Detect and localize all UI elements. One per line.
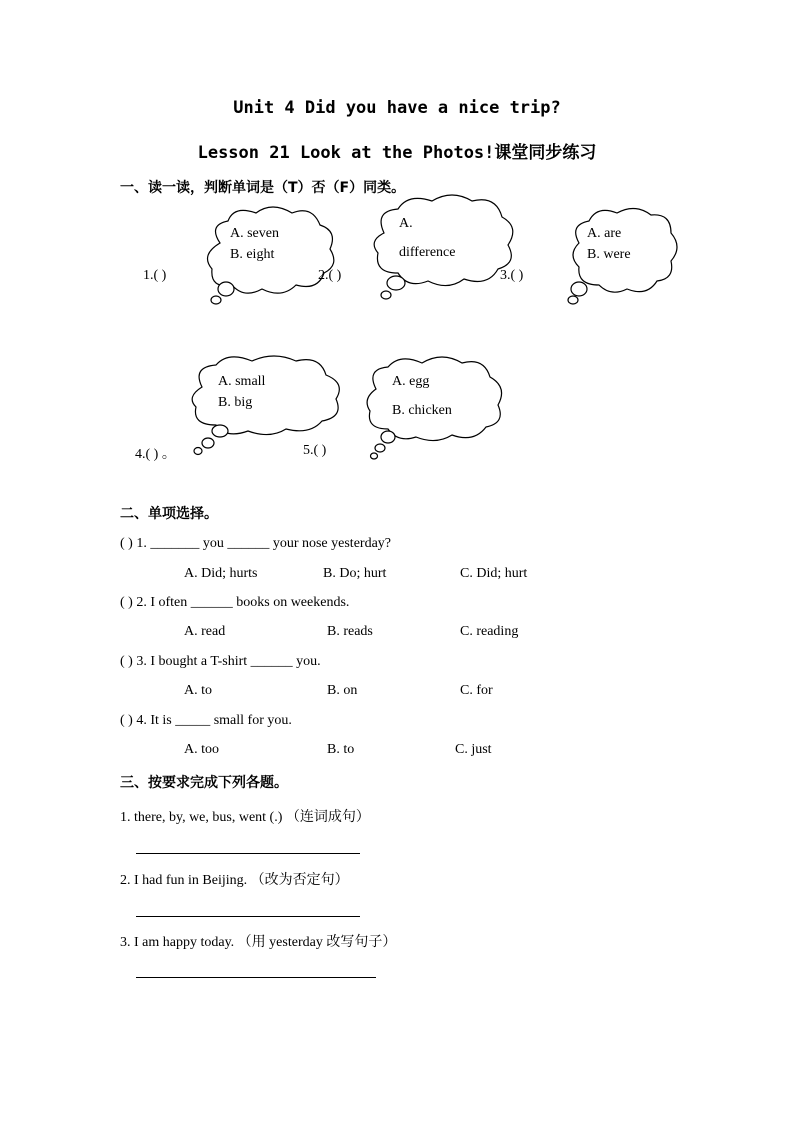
mc2-option-b[interactable]: B. reads xyxy=(327,624,373,639)
mc-question-2[interactable]: ( ) 2. I often ______ books on weekends. xyxy=(120,595,350,610)
mc3-option-a[interactable]: A. to xyxy=(184,683,212,698)
mc4-option-a[interactable]: A. too xyxy=(184,742,219,757)
task-1-prompt: 1. there, by, we, bus, went (.) （连词成句） xyxy=(120,810,370,825)
item1-option-b: B. eight xyxy=(230,247,275,262)
mc3-option-b[interactable]: B. on xyxy=(327,683,358,698)
mc-question-1[interactable]: ( ) 1. _______ you ______ your nose yesterday? xyxy=(120,536,392,551)
section2-heading: 二、单项选择。 xyxy=(120,506,218,522)
mc4-option-c[interactable]: C. just xyxy=(455,742,492,757)
cloud-4-icon xyxy=(186,355,346,455)
item5-answer-blank[interactable]: 5.( ) xyxy=(303,443,327,458)
mc2-option-a[interactable]: A. read xyxy=(184,624,226,639)
page-subtitle: Lesson 21 Look at the Photos!课堂同步练习 xyxy=(197,143,597,163)
item2-option-b: difference xyxy=(399,245,456,260)
section1-heading: 一、读一读，判断单词是（T）否（F）同类。 xyxy=(120,180,406,196)
item2-option-a: A. xyxy=(399,216,413,231)
thought-bubble-2 xyxy=(368,193,518,303)
item4-answer-blank[interactable]: 4.( ) 。 xyxy=(135,447,176,462)
task-1-answer-line[interactable] xyxy=(136,853,360,854)
mc-question-3[interactable]: ( ) 3. I bought a T-shirt ______ you. xyxy=(120,654,321,669)
thought-bubble-5 xyxy=(362,355,507,460)
item1-answer-blank[interactable]: 1.( ) xyxy=(143,268,167,283)
item3-answer-blank[interactable]: 3.( ) xyxy=(500,268,524,283)
page-title: Unit 4 Did you have a nice trip? xyxy=(233,98,561,118)
mc1-option-a[interactable]: A. Did; hurts xyxy=(184,566,258,581)
item3-option-b: B. were xyxy=(587,247,631,262)
item5-option-b: B. chicken xyxy=(392,403,452,418)
item1-option-a: A. seven xyxy=(230,226,279,241)
item2-answer-blank[interactable]: 2.( ) xyxy=(318,268,342,283)
item3-option-a: A. are xyxy=(587,226,622,241)
item4-option-a: A. small xyxy=(218,374,266,389)
thought-bubble-4 xyxy=(186,355,346,455)
mc3-option-c[interactable]: C. for xyxy=(460,683,493,698)
mc1-option-b[interactable]: B. Do; hurt xyxy=(323,566,387,581)
thought-bubble-1 xyxy=(200,203,340,308)
item5-option-a: A. egg xyxy=(392,374,430,389)
task-2-answer-line[interactable] xyxy=(136,916,360,917)
thought-bubble-3 xyxy=(565,205,680,305)
mc4-option-b[interactable]: B. to xyxy=(327,742,355,757)
section3-heading: 三、按要求完成下列各题。 xyxy=(120,775,288,791)
task-3-prompt: 3. I am happy today. （用 yesterday 改写句子） xyxy=(120,935,397,950)
task-2-prompt: 2. I had fun in Beijing. （改为否定句） xyxy=(120,873,349,888)
mc-question-4[interactable]: ( ) 4. It is _____ small for you. xyxy=(120,713,292,728)
mc1-option-c[interactable]: C. Did; hurt xyxy=(460,566,528,581)
item4-option-b: B. big xyxy=(218,395,253,410)
task-3-answer-line[interactable] xyxy=(136,977,376,978)
mc2-option-c[interactable]: C. reading xyxy=(460,624,519,639)
